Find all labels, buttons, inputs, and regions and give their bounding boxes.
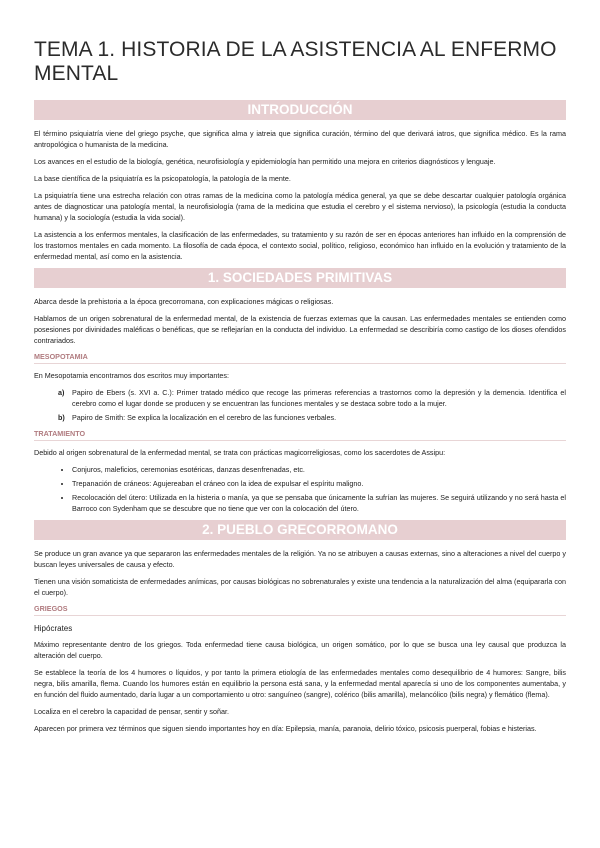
list-item-text: Papiro de Smith: Se explica la localización en el cerebro de las funciones verbales. bbox=[72, 413, 337, 422]
section-2-paragraph-2: Tienen una visión somaticista de enfermedades anímicas, por causas biológicas no sobrenaturales y existe una tendencia a la naturalización del alma (equipararla con el cuerpo). bbox=[34, 577, 566, 597]
intro-paragraph-1: El término psiquiatría viene del griego psyche, que significa alma y iatreia que significa curación, término del que derivará iatros, que significa médico. Es la rama antropológica o humanista de la medicina. bbox=[34, 129, 566, 149]
intro-heading: INTRODUCCIÓN bbox=[34, 100, 566, 120]
section-1-heading: 1. SOCIEDADES PRIMITIVAS bbox=[34, 268, 566, 288]
section-2-paragraph-3: Máximo representante dentro de los griegos. Toda enfermedad tiene causa biológica, un origen somático, por lo que se busca una ley causal que produzca la alteración del cuerpo. bbox=[34, 640, 566, 660]
tratamiento-list bbox=[34, 464, 566, 514]
mesopotamia-list bbox=[34, 387, 566, 423]
intro-paragraph-3: La base científica de la psiquiatría es la psicopatología, la patología de la mente. bbox=[34, 174, 291, 183]
intro-paragraph-2: Los avances en el estudio de la biología, genética, neurofisiología y epidemiología han permitido una mejora en criterios diagnósticos y lenguaje. bbox=[34, 157, 496, 166]
section-1-paragraph-2: Hablamos de un origen sobrenatural de la enfermedad mental, de la existencia de fuerzas externas que la causan. Las enfermedades mentales se entienden como posesiones por divinidades maléficas o benéficas, que se reflejarían en la conducta del individuo. La enfermedad se describiría como castigo de los dioses ofendidos contrariados. bbox=[34, 314, 566, 345]
section-2-paragraph-1: Se produce un gran avance ya que separaron las enfermedades mentales de la religión. Ya no se atribuyen a causas externas, sino a alteraciones a nivel del cuerpo y buscan leyes universales de causa y efecto. bbox=[34, 549, 566, 569]
page-title: TEMA 1. HISTORIA DE LA ASISTENCIA AL ENFERMO MENTAL bbox=[34, 38, 557, 85]
mesopotamia-heading: MESOPOTAMIA bbox=[34, 352, 566, 364]
mesopotamia-intro: En Mesopotamia encontramos dos escritos muy importantes: bbox=[34, 371, 229, 380]
list-item-label: b) bbox=[58, 413, 65, 422]
intro-paragraph-4: La psiquiatría tiene una estrecha relación con otras ramas de la medicina como la patología médica general, ya que se debe descartar cualquier patología orgánica antes de diagnosticar una patología mental, la neurofisiología (rama de la medicina que estudia el cerebro y el sistema nervioso), la psicología (estudia la conducta humana) y la sociología (estudia la vida social). bbox=[34, 191, 566, 222]
list-item-label: a) bbox=[58, 388, 65, 397]
list-item: • Recolocación del útero: Utilizada en la histeria o manía, ya que se pensaba que únicamente la sufrían las mujeres. Se seguirá utilizando y no será hasta el Barroco con Sydenham que se descubre que no tiene que ver con la colocación del útero. bbox=[72, 492, 566, 514]
tratamiento-heading: TRATAMIENTO bbox=[34, 429, 566, 441]
list-item: • Conjuros, maleficios, ceremonias esotéricas, danzas desenfrenadas, etc. bbox=[72, 464, 566, 475]
list-item bbox=[58, 412, 566, 423]
griegos-heading: GRIEGOS bbox=[34, 604, 566, 616]
list-item: • Trepanación de cráneos: Agujereaban el cráneo con la idea de expulsar el espíritu maligno. bbox=[72, 478, 566, 489]
list-item bbox=[58, 387, 566, 409]
list-item-text: Papiro de Ebers (s. XVI a. C.): Primer tratado médico que recoge las primeras referencias a trastornos como la depresión y la demencia. Identifica el cerebro como el lugar donde se producen y se encuentran las funciones mentales y se destaca sobre todo a la mujer. bbox=[72, 388, 566, 408]
section-1-paragraph-1: Abarca desde la prehistoria a la época grecorromana, con explicaciones mágicas o religiosas. bbox=[34, 297, 334, 306]
section-2-paragraph-6: Aparecen por primera vez términos que siguen siendo importantes hoy en día: Epilepsia, manía, paranoia, delirio tóxico, psicosis puerperal, fobias e histerias. bbox=[34, 724, 537, 733]
section-2-paragraph-5: Localiza en el cerebro la capacidad de pensar, sentir y soñar. bbox=[34, 707, 229, 716]
section-2-heading: 2. PUEBLO GRECORROMANO bbox=[34, 520, 566, 540]
section-2-paragraph-4: Se establece la teoría de los 4 humores o líquidos, y por tanto la primera etiología de las enfermedades mentales como desequilibrio de 4 humores: Sangre, bilis negra, bilis amarilla, flema. Cuando los humores están en equilibrio la persona está sana, y la enfermedad mental aparecía si uno de los componentes aumentaba, y en función del fluido aumentado, daría lugar a un comportamiento u otro: sanguíneo (sangre), colérico (bilis amarilla), melancólico (bilis negra) y flemático (flema). bbox=[34, 668, 566, 699]
intro-paragraph-5: La asistencia a los enfermos mentales, la clasificación de las enfermedades, su tratamiento y su razón de ser en épocas anteriores han influido en la comprensión de los trastornos mentales en cada momento. La filosofía de cada época, el contexto social, político, religioso, económico han influido en la evolución y tratamiento de la enfermedad mental, así como en la asistencia. bbox=[34, 230, 566, 261]
tratamiento-intro: Debido al origen sobrenatural de la enfermedad mental, se trata con prácticas magicorreligiosas, como los sacerdotes de Assipu: bbox=[34, 448, 446, 457]
hipocrates-heading: Hipócrates bbox=[34, 624, 73, 633]
